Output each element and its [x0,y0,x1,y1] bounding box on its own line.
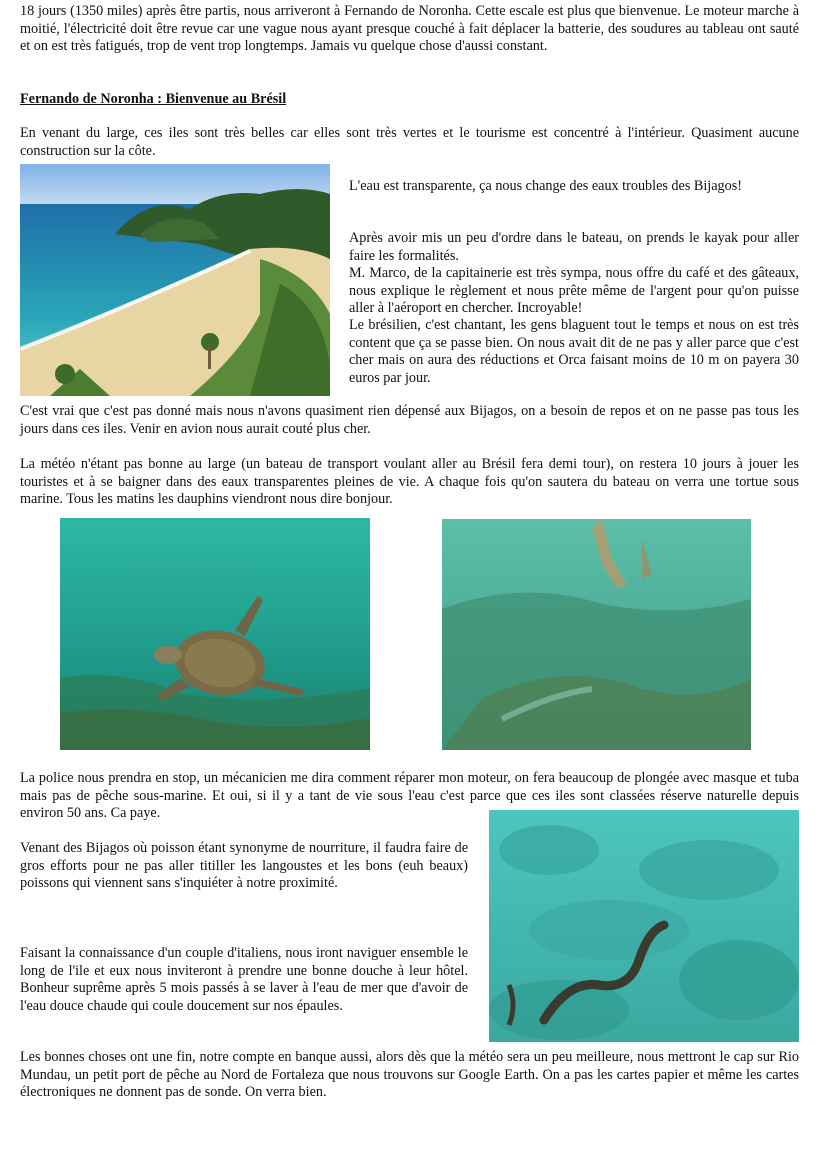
prix-paragraph: C'est vrai que c'est pas donné mais nous n'avons quasiment rien dépensé aux Bijagos, on a besoin de repos et on ne passe pas tous les jours dans ces iles. Venir en avion nous aurait couté plus cher. [20,403,799,437]
bresilien-paragraph: Le brésilien, c'est chantant, les gens blaguent tout le temps et nous on est très content que ça se passe bien. On nous avait dit de ne pas y aller parce que c'est cher mais on aura des réductions et Orca faisant moins de 10 m on payera 30 euros par jour. [349,317,799,386]
water-paragraph: L'eau est transparente, ça nous change des eaux troubles des Bijagos! [349,178,742,194]
eel-photo [489,810,799,1042]
beach-photo [20,164,330,396]
meteo-paragraph: La météo n'étant pas bonne au large (un bateau de transport voulant aller au Brésil fera demi tour), on restera 10 jours à jouer les touristes et à se baigner dans des eaux transparentes pleines de vie. A chaque fois qu'on sautera du bateau on verra une tortue sous marine. Tous les matins les dauphins viendront nous dire bonjour. [20,456,799,507]
section-heading: Fernando de Noronha : Bienvenue au Brésil [20,91,287,107]
intro-paragraph: 18 jours (1350 miles) après être partis, nous arriveront à Fernando de Noronha. Cette escale est plus que bienvenue. Le moteur marche à moitié, l'électricité doit être revue car une vague nous ayant presque couché à fait déplacer la batterie, des soudures au tableau ont sauté et on est très fatigués, trop de vent trop longtemps. Jamais vu quelque chose d'aussi constant. [20,3,799,54]
kayak-paragraph: Après avoir mis un peu d'ordre dans le bateau, on prends le kayak pour aller faire les formalités. [349,230,799,264]
police-paragraph: La police nous prendra en stop, un mécanicien me dira comment réparer mon moteur, on fera beaucoup de plongée avec masque et tuba mais pas de pêche sous-marine. Et oui, si il y a tant de vie sous l'eau c'est parce que ces iles sont classées réserve naturelle depuis environ 50 ans. Ca paye. [20,770,799,821]
fin-paragraph: Les bonnes choses ont une fin, notre compte en banque aussi, alors dès que la météo sera un peu meilleure, nous mettront le cap sur Rio Mundau, un petit port de pêche au Nord de Fortaleza que nous trouvons sur Google Earth. On a pas les cartes papier et même les cartes électroniques ne donnent pas de sonde. On verra bien. [20,1049,799,1100]
italiens-paragraph: Faisant la connaissance d'un couple d'italiens, nous iront naviguer ensemble le long de l'ile et eux nous inviteront à prendre une bonne douche à leur hôtel. Bonheur suprême après 5 mois passés à se laver à l'eau de mer que d'avoir de l'eau douce chaude qui coule doucement sur nos épaules. [20,945,468,1014]
reef-photo [442,519,751,750]
turtle-photo [60,518,370,750]
arrival-paragraph: En venant du large, ces iles sont très belles car elles sont très vertes et le tourisme est concentré à l'intérieur. Quasiment aucune construction sur la côte. [20,125,799,159]
marco-paragraph: M. Marco, de la capitainerie est très sympa, nous offre du café et des gâteaux, nous explique le règlement et nous prête même de l'argent pour qu'on puisse aller à l'aéroport en chercher. Incroyable! [349,265,799,316]
bijagos-paragraph: Venant des Bijagos où poisson étant synonyme de nourriture, il faudra faire de gros efforts pour ne pas aller titiller les langoustes et les bons (euh beaux) poissons qui viennent sans s'inquiéter à notre proximité. [20,840,468,891]
